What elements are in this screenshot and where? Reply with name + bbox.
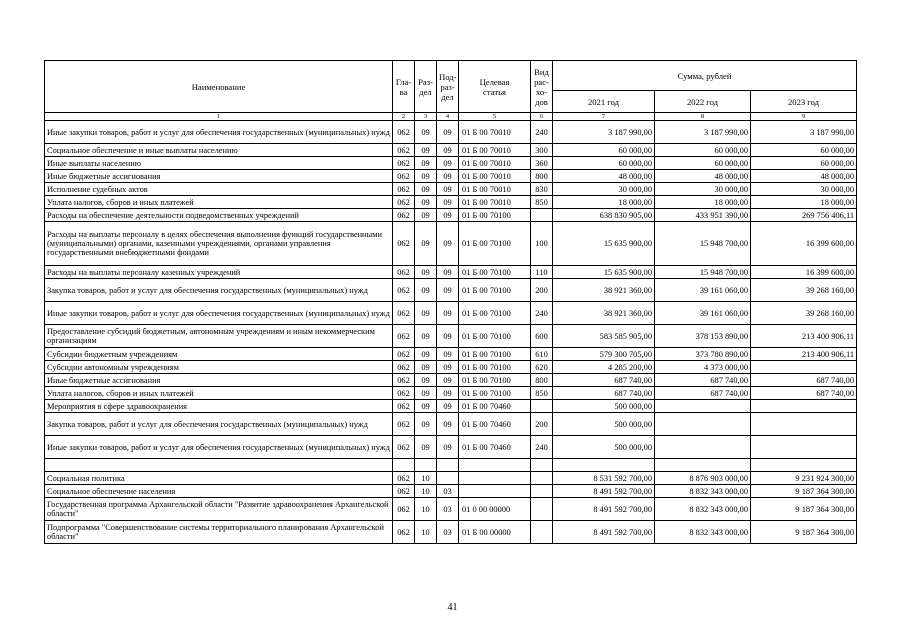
- row-amount-2023: 9 187 364 300,00: [751, 521, 857, 544]
- header-amount: Сумма, рублей: [553, 61, 857, 91]
- row-amount-2022: 4 373 000,00: [655, 361, 751, 374]
- table-row: [45, 279, 857, 302]
- row-amount-2021: 60 000,00: [553, 144, 655, 157]
- row-chapter: 062: [393, 485, 415, 498]
- row-section: 10: [415, 498, 437, 521]
- row-chapter: 062: [393, 374, 415, 387]
- row-expense-type: 200: [531, 279, 553, 302]
- row-subsection: 09: [437, 121, 459, 144]
- table-row: [45, 157, 857, 170]
- column-number: 7: [553, 113, 655, 121]
- row-subsection: 09: [437, 222, 459, 266]
- row-subsection: [437, 459, 459, 472]
- row-amount-2022: [655, 436, 751, 459]
- header-year-2021: 2021 год: [553, 91, 655, 113]
- row-section: 10: [415, 472, 437, 485]
- row-amount-2021: 500 000,00: [553, 436, 655, 459]
- row-expense-type: 850: [531, 196, 553, 209]
- row-amount-2021: 583 585 905,00: [553, 325, 655, 348]
- row-amount-2023: [751, 400, 857, 413]
- row-target-article: 01 Б 00 70010: [459, 183, 531, 196]
- row-section: 09: [415, 121, 437, 144]
- row-amount-2023: 9 187 364 300,00: [751, 498, 857, 521]
- row-section: 09: [415, 183, 437, 196]
- column-number: 2: [393, 113, 415, 121]
- table-row: [45, 374, 857, 387]
- row-amount-2022: 60 000,00: [655, 157, 751, 170]
- row-expense-type: [531, 498, 553, 521]
- row-amount-2023: 213 400 906,11: [751, 325, 857, 348]
- row-expense-type: 240: [531, 302, 553, 325]
- row-section: 10: [415, 521, 437, 544]
- row-amount-2022: 8 832 343 000,00: [655, 521, 751, 544]
- row-section: 09: [415, 436, 437, 459]
- row-subsection: 09: [437, 387, 459, 400]
- row-target-article: 01 0 00 00000: [459, 498, 531, 521]
- row-chapter: 062: [393, 436, 415, 459]
- table-row: [45, 121, 857, 144]
- row-amount-2023: 3 187 990,00: [751, 121, 857, 144]
- row-name: Иные закупки товаров, работ и услуг для обеспечения государственных (муниципальных) нужд: [45, 121, 393, 144]
- row-amount-2022: 687 740,00: [655, 374, 751, 387]
- row-target-article: 01 Б 00 70100: [459, 222, 531, 266]
- row-amount-2021: 500 000,00: [553, 413, 655, 436]
- table-row: [45, 170, 857, 183]
- budget-table-container: [44, 60, 856, 544]
- row-name: Иные бюджетные ассигнования: [45, 170, 393, 183]
- header-name: Наименование: [45, 61, 393, 113]
- row-expense-type: 240: [531, 436, 553, 459]
- column-number: 4: [437, 113, 459, 121]
- row-amount-2021: 18 000,00: [553, 196, 655, 209]
- row-target-article: 01 Б 00 70100: [459, 209, 531, 222]
- row-chapter: 062: [393, 472, 415, 485]
- row-amount-2021: 30 000,00: [553, 183, 655, 196]
- row-amount-2022: [655, 413, 751, 436]
- row-section: 09: [415, 196, 437, 209]
- row-expense-type: 200: [531, 413, 553, 436]
- row-section: 09: [415, 170, 437, 183]
- row-expense-type: 110: [531, 266, 553, 279]
- row-section: [415, 459, 437, 472]
- row-target-article: 01 Б 00 70100: [459, 325, 531, 348]
- row-amount-2023: [751, 436, 857, 459]
- row-subsection: 03: [437, 498, 459, 521]
- row-subsection: 09: [437, 196, 459, 209]
- row-section: 09: [415, 157, 437, 170]
- row-amount-2021: [553, 459, 655, 472]
- table-row: [45, 521, 857, 544]
- row-target-article: 01 Б 00 70010: [459, 170, 531, 183]
- row-amount-2023: 687 740,00: [751, 387, 857, 400]
- row-target-article: 01 Б 00 70100: [459, 387, 531, 400]
- row-amount-2023: 269 756 406,11: [751, 209, 857, 222]
- row-amount-2021: 48 000,00: [553, 170, 655, 183]
- row-amount-2021: 579 300 705,00: [553, 348, 655, 361]
- row-expense-type: 610: [531, 348, 553, 361]
- row-amount-2022: 433 951 390,00: [655, 209, 751, 222]
- table-row: [45, 196, 857, 209]
- table-row: [45, 400, 857, 413]
- row-section: 09: [415, 387, 437, 400]
- column-number: 9: [751, 113, 857, 121]
- row-amount-2021: 638 830 905,00: [553, 209, 655, 222]
- row-chapter: 062: [393, 157, 415, 170]
- table-row: [45, 387, 857, 400]
- row-target-article: [459, 472, 531, 485]
- row-subsection: 09: [437, 400, 459, 413]
- row-expense-type: 600: [531, 325, 553, 348]
- row-name: [45, 459, 393, 472]
- row-name: Субсидии автономным учреждениям: [45, 361, 393, 374]
- row-amount-2023: 213 400 906,11: [751, 348, 857, 361]
- row-target-article: 01 Б 00 70010: [459, 144, 531, 157]
- table-row: [45, 348, 857, 361]
- row-amount-2021: 3 187 990,00: [553, 121, 655, 144]
- budget-table: [44, 60, 857, 544]
- row-chapter: 062: [393, 121, 415, 144]
- row-name: Расходы на выплаты персоналу в целях обеспечения выполнения функций государственными (муниципальными) органами, казенными учреждениями, органами управления государственными внебюджетными фондами: [45, 222, 393, 266]
- table-row: [45, 183, 857, 196]
- row-amount-2021: 38 921 360,00: [553, 279, 655, 302]
- row-expense-type: 800: [531, 374, 553, 387]
- row-amount-2023: [751, 413, 857, 436]
- row-target-article: 01 Б 00 70100: [459, 302, 531, 325]
- row-subsection: 09: [437, 183, 459, 196]
- table-row: [45, 209, 857, 222]
- row-expense-type: [531, 209, 553, 222]
- column-number-row: [45, 113, 857, 121]
- row-target-article: 01 Б 00 70010: [459, 121, 531, 144]
- table-row: [45, 459, 857, 472]
- row-amount-2023: 39 268 160,00: [751, 279, 857, 302]
- row-expense-type: [531, 472, 553, 485]
- row-name: Предоставление субсидий бюджетным, автономным учреждениям и иным некоммерческим организациям: [45, 325, 393, 348]
- row-name: Социальная политика: [45, 472, 393, 485]
- row-expense-type: [531, 459, 553, 472]
- row-amount-2021: 15 635 900,00: [553, 222, 655, 266]
- row-expense-type: 240: [531, 121, 553, 144]
- table-row: [45, 302, 857, 325]
- row-subsection: 09: [437, 302, 459, 325]
- row-expense-type: [531, 485, 553, 498]
- page-number: 41: [447, 602, 458, 613]
- row-chapter: 062: [393, 302, 415, 325]
- row-name: Иные выплаты населению: [45, 157, 393, 170]
- row-amount-2022: [655, 400, 751, 413]
- row-subsection: 09: [437, 279, 459, 302]
- row-chapter: [393, 459, 415, 472]
- header-year-2023: 2023 год: [751, 91, 857, 113]
- row-amount-2023: 18 000,00: [751, 196, 857, 209]
- row-amount-2021: 38 921 360,00: [553, 302, 655, 325]
- row-chapter: 062: [393, 170, 415, 183]
- row-subsection: 09: [437, 144, 459, 157]
- row-name: Государственная программа Архангельской области "Развитие здравоохранения Архангельской области": [45, 498, 393, 521]
- table-body: [45, 121, 857, 544]
- row-subsection: 09: [437, 170, 459, 183]
- row-expense-type: 800: [531, 170, 553, 183]
- row-subsection: 09: [437, 374, 459, 387]
- row-chapter: 062: [393, 413, 415, 436]
- row-name: Социальное обеспечение и иные выплаты населению: [45, 144, 393, 157]
- row-chapter: 062: [393, 521, 415, 544]
- row-amount-2023: 9 187 364 300,00: [751, 485, 857, 498]
- row-expense-type: 830: [531, 183, 553, 196]
- row-target-article: 01 Б 00 70460: [459, 436, 531, 459]
- row-section: 09: [415, 266, 437, 279]
- row-amount-2023: 30 000,00: [751, 183, 857, 196]
- column-number: 3: [415, 113, 437, 121]
- row-amount-2021: 8 491 592 700,00: [553, 521, 655, 544]
- row-amount-2022: 8 832 343 000,00: [655, 498, 751, 521]
- row-name: Уплата налогов, сборов и иных платежей: [45, 196, 393, 209]
- row-subsection: 03: [437, 485, 459, 498]
- row-section: 09: [415, 209, 437, 222]
- row-amount-2023: 60 000,00: [751, 157, 857, 170]
- row-subsection: 09: [437, 413, 459, 436]
- row-amount-2023: [751, 459, 857, 472]
- row-expense-type: [531, 400, 553, 413]
- table-row: [45, 266, 857, 279]
- row-chapter: 062: [393, 144, 415, 157]
- row-amount-2023: 16 399 600,00: [751, 266, 857, 279]
- row-amount-2021: 60 000,00: [553, 157, 655, 170]
- row-amount-2022: [655, 459, 751, 472]
- row-chapter: 062: [393, 498, 415, 521]
- row-amount-2023: 60 000,00: [751, 144, 857, 157]
- row-name: Мероприятия в сфере здравоохранения: [45, 400, 393, 413]
- row-target-article: 01 Б 00 70460: [459, 413, 531, 436]
- row-chapter: 062: [393, 387, 415, 400]
- table-row: [45, 413, 857, 436]
- table-row: [45, 485, 857, 498]
- row-chapter: 062: [393, 361, 415, 374]
- row-amount-2023: [751, 361, 857, 374]
- row-name: Иные закупки товаров, работ и услуг для обеспечения государственных (муниципальных) нужд: [45, 436, 393, 459]
- row-section: 09: [415, 374, 437, 387]
- table-row: [45, 361, 857, 374]
- row-target-article: 01 Б 00 70010: [459, 157, 531, 170]
- table-row: [45, 436, 857, 459]
- row-amount-2022: 18 000,00: [655, 196, 751, 209]
- table-row: [45, 498, 857, 521]
- row-section: 09: [415, 302, 437, 325]
- header-target-article: Целевая статья: [459, 61, 531, 113]
- row-amount-2022: 378 153 890,00: [655, 325, 751, 348]
- row-target-article: 01 Б 00 70100: [459, 348, 531, 361]
- row-amount-2021: 500 000,00: [553, 400, 655, 413]
- row-name: Исполнение судебных актов: [45, 183, 393, 196]
- row-section: 09: [415, 348, 437, 361]
- row-amount-2023: 9 231 924 300,00: [751, 472, 857, 485]
- row-section: 09: [415, 325, 437, 348]
- row-chapter: 062: [393, 183, 415, 196]
- row-target-article: [459, 485, 531, 498]
- header-chapter: Гла- ва: [393, 61, 415, 113]
- row-target-article: [459, 459, 531, 472]
- row-amount-2023: 16 399 600,00: [751, 222, 857, 266]
- row-section: 09: [415, 400, 437, 413]
- row-chapter: 062: [393, 400, 415, 413]
- row-amount-2022: 30 000,00: [655, 183, 751, 196]
- row-amount-2021: 8 491 592 700,00: [553, 498, 655, 521]
- row-section: 10: [415, 485, 437, 498]
- row-subsection: 03: [437, 521, 459, 544]
- row-name: Закупка товаров, работ и услуг для обеспечения государственных (муниципальных) нужд: [45, 413, 393, 436]
- row-subsection: 09: [437, 436, 459, 459]
- row-subsection: 09: [437, 157, 459, 170]
- row-subsection: 09: [437, 361, 459, 374]
- row-subsection: 09: [437, 209, 459, 222]
- row-amount-2023: 39 268 160,00: [751, 302, 857, 325]
- row-chapter: 062: [393, 279, 415, 302]
- column-number: 8: [655, 113, 751, 121]
- row-amount-2021: 8 491 592 700,00: [553, 485, 655, 498]
- row-subsection: 09: [437, 348, 459, 361]
- row-amount-2022: 8 876 903 000,00: [655, 472, 751, 485]
- row-amount-2022: 8 832 343 000,00: [655, 485, 751, 498]
- row-name: Субсидии бюджетным учреждениям: [45, 348, 393, 361]
- row-amount-2021: 15 635 900,00: [553, 266, 655, 279]
- row-amount-2022: 15 948 700,00: [655, 266, 751, 279]
- row-subsection: 09: [437, 266, 459, 279]
- row-subsection: [437, 472, 459, 485]
- row-expense-type: 360: [531, 157, 553, 170]
- row-name: Закупка товаров, работ и услуг для обеспечения государственных (муниципальных) нужд: [45, 279, 393, 302]
- table-row: [45, 144, 857, 157]
- row-amount-2023: 48 000,00: [751, 170, 857, 183]
- column-number: 5: [459, 113, 531, 121]
- row-name: Иные закупки товаров, работ и услуг для обеспечения государственных (муниципальных) нужд: [45, 302, 393, 325]
- row-expense-type: 620: [531, 361, 553, 374]
- row-section: 09: [415, 361, 437, 374]
- row-amount-2021: 4 285 200,00: [553, 361, 655, 374]
- row-chapter: 062: [393, 325, 415, 348]
- row-amount-2022: 687 740,00: [655, 387, 751, 400]
- row-section: 09: [415, 144, 437, 157]
- row-target-article: 01 Б 00 70100: [459, 374, 531, 387]
- row-chapter: 062: [393, 196, 415, 209]
- row-name: Иные бюджетные ассигнования: [45, 374, 393, 387]
- row-expense-type: 300: [531, 144, 553, 157]
- row-target-article: 01 Б 00 70100: [459, 266, 531, 279]
- row-name: Расходы на выплаты персоналу казенных учреждений: [45, 266, 393, 279]
- row-target-article: 01 Б 00 70010: [459, 196, 531, 209]
- row-section: 09: [415, 279, 437, 302]
- row-name: Подпрограмма "Совершенствование системы территориального планирования Архангельской области": [45, 521, 393, 544]
- row-chapter: 062: [393, 222, 415, 266]
- row-name: Уплата налогов, сборов и иных платежей: [45, 387, 393, 400]
- column-number: 1: [45, 113, 393, 121]
- header-subsection: Под- раз- дел: [437, 61, 459, 113]
- row-amount-2022: 373 780 890,00: [655, 348, 751, 361]
- row-expense-type: 100: [531, 222, 553, 266]
- row-amount-2022: 3 187 990,00: [655, 121, 751, 144]
- row-expense-type: [531, 521, 553, 544]
- row-chapter: 062: [393, 209, 415, 222]
- column-number: 6: [531, 113, 553, 121]
- table-row: [45, 222, 857, 266]
- row-amount-2022: 15 948 700,00: [655, 222, 751, 266]
- row-target-article: 01 Б 00 70460: [459, 400, 531, 413]
- row-amount-2021: 8 531 592 700,00: [553, 472, 655, 485]
- header-year-2022: 2022 год: [655, 91, 751, 113]
- row-section: 09: [415, 222, 437, 266]
- row-section: 09: [415, 413, 437, 436]
- row-chapter: 062: [393, 348, 415, 361]
- row-amount-2022: 39 161 060,00: [655, 279, 751, 302]
- row-target-article: 01 Б 00 70100: [459, 361, 531, 374]
- header-section: Раз- дел: [415, 61, 437, 113]
- table-row: [45, 325, 857, 348]
- row-amount-2021: 687 740,00: [553, 374, 655, 387]
- row-name: Расходы на обеспечение деятельности подведомственных учреждений: [45, 209, 393, 222]
- row-target-article: 01 Б 00 70100: [459, 279, 531, 302]
- row-amount-2022: 60 000,00: [655, 144, 751, 157]
- row-chapter: 062: [393, 266, 415, 279]
- row-amount-2021: 687 740,00: [553, 387, 655, 400]
- row-expense-type: 850: [531, 387, 553, 400]
- row-amount-2022: 39 161 060,00: [655, 302, 751, 325]
- row-target-article: 01 Б 00 00000: [459, 521, 531, 544]
- header-expense-type: Вид рас- хо- дов: [531, 61, 553, 113]
- table-row: [45, 472, 857, 485]
- row-name: Социальное обеспечение населения: [45, 485, 393, 498]
- row-amount-2023: 687 740,00: [751, 374, 857, 387]
- row-subsection: 09: [437, 325, 459, 348]
- row-amount-2022: 48 000,00: [655, 170, 751, 183]
